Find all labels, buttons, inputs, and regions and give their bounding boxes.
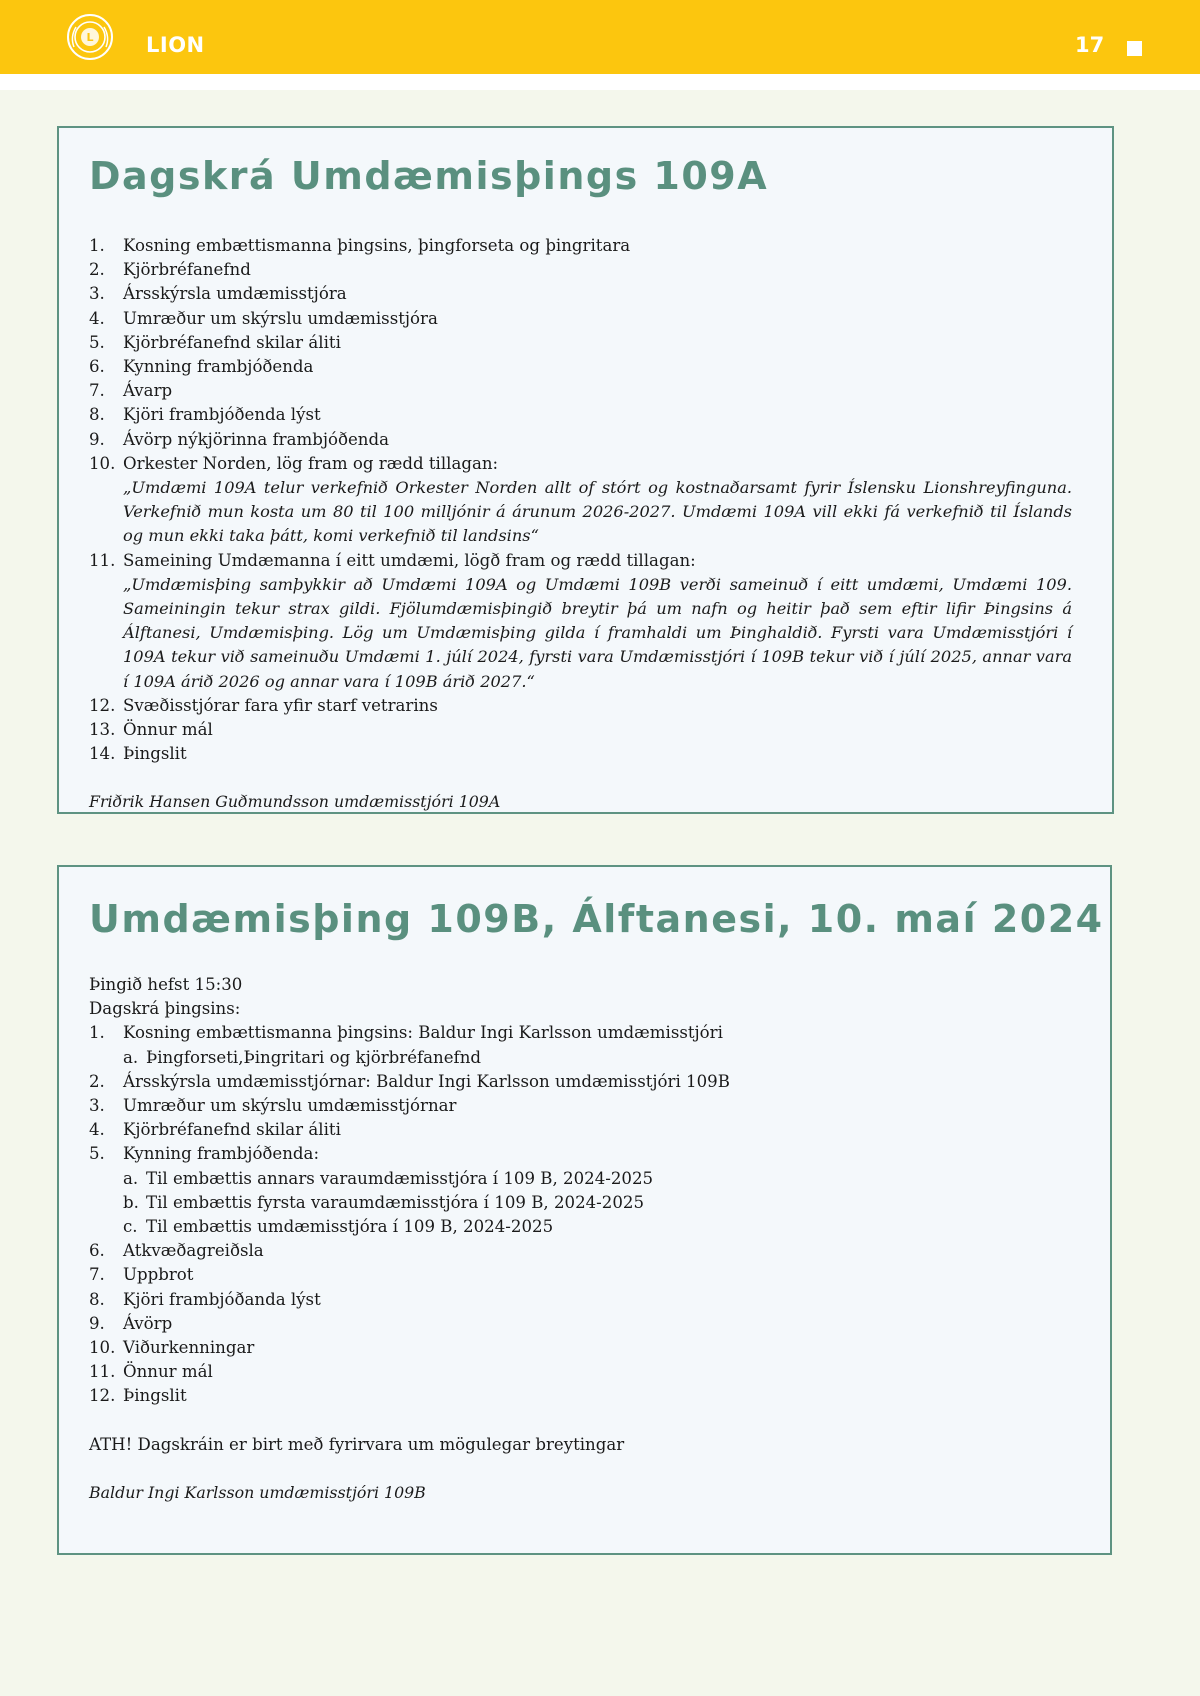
- item-number: 14.: [89, 744, 116, 764]
- list-item: [89, 1336, 1070, 1360]
- item-number: 9.: [89, 1313, 105, 1333]
- sub-item: [89, 1215, 1070, 1239]
- list-item: [89, 1384, 1070, 1408]
- sub-item-letter: a.: [123, 1168, 139, 1188]
- item-number: 12.: [89, 1386, 116, 1406]
- item-text: Viðurkenningar: [123, 1338, 255, 1358]
- item-text: Atkvæðagreiðsla: [123, 1241, 264, 1261]
- agenda-109b-content: [89, 973, 1070, 1505]
- item-number: 11.: [89, 1362, 116, 1382]
- item-text: Umræður um skýrslu umdæmisstjóra: [123, 308, 438, 328]
- item-number: 13.: [89, 720, 116, 740]
- start-time: Þingið hefst 15:30: [89, 975, 243, 994]
- item-number: 6.: [89, 1241, 105, 1261]
- item-number: 7.: [89, 381, 105, 401]
- item-text: Ávörp nýkjörinna frambjóðenda: [123, 429, 390, 449]
- item-number: 4.: [89, 308, 105, 328]
- list-item: [89, 331, 1072, 355]
- item-text: Önnur mál: [123, 720, 213, 740]
- item-text: Kosning embættismanna þingsins: Baldur Ingi Karlsson umdæmisstjóri: [123, 1023, 723, 1043]
- brand-name: LION: [146, 33, 205, 57]
- section-title: Umdæmisþing 109B, Álftanesi, 10. maí 2024: [89, 897, 1104, 941]
- list-item: [89, 307, 1072, 331]
- page-marker-icon: [1127, 41, 1142, 56]
- item-text: Þingslit: [123, 744, 187, 764]
- item-text: Uppbrot: [123, 1265, 194, 1285]
- item-text: Önnur mál: [123, 1362, 213, 1382]
- list-item: [89, 452, 1072, 476]
- signature: Friðrik Hansen Guðmundsson umdæmisstjóri 109A: [89, 792, 501, 812]
- item-text: Umræður um skýrslu umdæmisstjórnar: [123, 1096, 457, 1116]
- item-number: 5.: [89, 332, 105, 352]
- list-item: [89, 258, 1072, 282]
- item-text: Ávarp: [123, 381, 173, 401]
- item-number: 8.: [89, 1289, 105, 1309]
- list-item: [89, 718, 1072, 742]
- proposal-quote: „Umdæmisþing samþykkir að Umdæmi 109A og Umdæmi 109B verði sameinuð í eitt umdæmi, Umdæmi 109. Sameiningin tekur strax gildi. Fjölumdæmisþingið breytir þá um nafn og heitir það sem eftir lifir Þingsins á Álftanesi, Umdæmisþing. Lög um Umdæmisþing gilda í framhaldi um Þinghaldið. Fyrsti vara Umdæmisstjóri í 109A tekur við sameinuðu Umdæmi 1. júlí 2024, fyrsti vara Umdæmisstjóri í 109B tekur við í júlí 2025, annar vara í 109A árið 2026 og annar vara í 109B árið 2027.“: [123, 574, 1072, 691]
- signature: Baldur Ingi Karlsson umdæmisstjóri 109B: [89, 1482, 426, 1502]
- item-number: 4.: [89, 1120, 105, 1140]
- list-item: [89, 1070, 1070, 1094]
- list-item: [89, 549, 1072, 573]
- proposal-quote: „Umdæmi 109A telur verkefnið Orkester Norden allt of stórt og kostnaðarsamt fyrir Íslensku Lionshreyfinguna. Verkefnið mun kosta um 80 til 100 milljónir á árunum 2026-2027. Umdæmi 109A vill ekki fá verkefnið til Íslands og mun ekki taka þátt, komi verkefnið til landsins“: [123, 478, 1072, 546]
- item-number: 3.: [89, 284, 105, 304]
- section-title: Dagskrá Umdæmisþings 109A: [89, 154, 769, 198]
- sub-item-text: Til embættis annars varaumdæmisstjóra í 109 B, 2024-2025: [146, 1168, 654, 1188]
- list-item: [89, 742, 1072, 766]
- sub-item-letter: b.: [123, 1192, 139, 1212]
- list-item: [89, 282, 1072, 306]
- agenda-label: Dagskrá þingsins:: [89, 999, 241, 1019]
- agenda-109a-content: [89, 234, 1072, 815]
- sub-item-text: Til embættis fyrsta varaumdæmisstjóra í 109 B, 2024-2025: [146, 1192, 645, 1212]
- item-text: Kjörbréfanefnd skilar áliti: [123, 1120, 341, 1140]
- sub-item-letter: c.: [123, 1217, 138, 1237]
- list-item: [89, 379, 1072, 403]
- sub-item-text: Þingforseti,Þingritari og kjörbréfanefnd: [146, 1047, 482, 1067]
- list-item: [89, 355, 1072, 379]
- list-item: [89, 1094, 1070, 1118]
- spacer: [89, 1457, 1070, 1481]
- item-number: 11.: [89, 550, 116, 570]
- list-item: [89, 694, 1072, 718]
- sub-item-text: Til embættis umdæmisstjóra í 109 B, 2024-2025: [146, 1217, 554, 1237]
- page-number: 17: [1075, 33, 1105, 57]
- item-text: Þingslit: [123, 1386, 187, 1406]
- item-text: Ávörp: [123, 1313, 173, 1333]
- item-number: 2.: [89, 260, 105, 280]
- list-item: [89, 1312, 1070, 1336]
- item-number: 2.: [89, 1071, 105, 1091]
- item-text: Ársskýrsla umdæmisstjórnar: Baldur Ingi Karlsson umdæmisstjóri 109B: [123, 1071, 730, 1091]
- list-item: [89, 234, 1072, 258]
- list-item: [89, 1021, 1070, 1045]
- list-item: [89, 1118, 1070, 1142]
- item-text: Ársskýrsla umdæmisstjóra: [123, 284, 347, 304]
- item-text: Kjöri frambjóðanda lýst: [123, 1289, 321, 1309]
- item-text: Svæðisstjórar fara yfir starf vetrarins: [123, 695, 438, 715]
- item-number: 9.: [89, 429, 105, 449]
- list-item: [89, 1288, 1070, 1312]
- list-item: [89, 403, 1072, 427]
- agenda-109a-box: [57, 126, 1114, 814]
- item-number: 1.: [89, 1023, 105, 1043]
- sub-item: [89, 1046, 1070, 1070]
- disclaimer-note: ATH! Dagskráin er birt með fyrirvara um mögulegar breytingar: [89, 1434, 625, 1454]
- sub-item: [89, 1167, 1070, 1191]
- spacer: [89, 766, 1072, 790]
- svg-text:L: L: [86, 31, 94, 44]
- list-item: [89, 1263, 1070, 1287]
- item-text: Orkester Norden, lög fram og rædd tillagan:: [123, 453, 499, 473]
- item-number: 8.: [89, 405, 105, 425]
- item-text: Kosning embættismanna þingsins, þingforseta og þingritara: [123, 236, 631, 255]
- item-number: 10.: [89, 453, 116, 473]
- header-divider: [0, 74, 1200, 90]
- item-number: 6.: [89, 357, 105, 377]
- item-number: 10.: [89, 1338, 116, 1358]
- sub-item: [89, 1191, 1070, 1215]
- item-text: Kynning frambjóðenda: [123, 357, 314, 377]
- agenda-109b-box: [57, 865, 1112, 1555]
- item-text: Kjöri frambjóðenda lýst: [123, 405, 321, 425]
- item-text: Kjörbréfanefnd skilar áliti: [123, 332, 341, 352]
- item-text: Kjörbréfanefnd: [123, 260, 251, 280]
- item-number: 3.: [89, 1096, 105, 1116]
- spacer: [89, 1409, 1070, 1433]
- item-number: 5.: [89, 1144, 105, 1164]
- item-number: 12.: [89, 695, 116, 715]
- item-text: Sameining Umdæmanna í eitt umdæmi, lögð fram og rædd tillagan:: [123, 550, 696, 570]
- list-item: [89, 428, 1072, 452]
- list-item: [89, 1142, 1070, 1166]
- item-number: 1.: [89, 236, 105, 255]
- item-text: Kynning frambjóðenda:: [123, 1144, 320, 1164]
- list-item: [89, 1239, 1070, 1263]
- list-item: [89, 1360, 1070, 1384]
- item-number: 7.: [89, 1265, 105, 1285]
- sub-item-letter: a.: [123, 1047, 139, 1067]
- lions-logo-icon: [66, 13, 114, 61]
